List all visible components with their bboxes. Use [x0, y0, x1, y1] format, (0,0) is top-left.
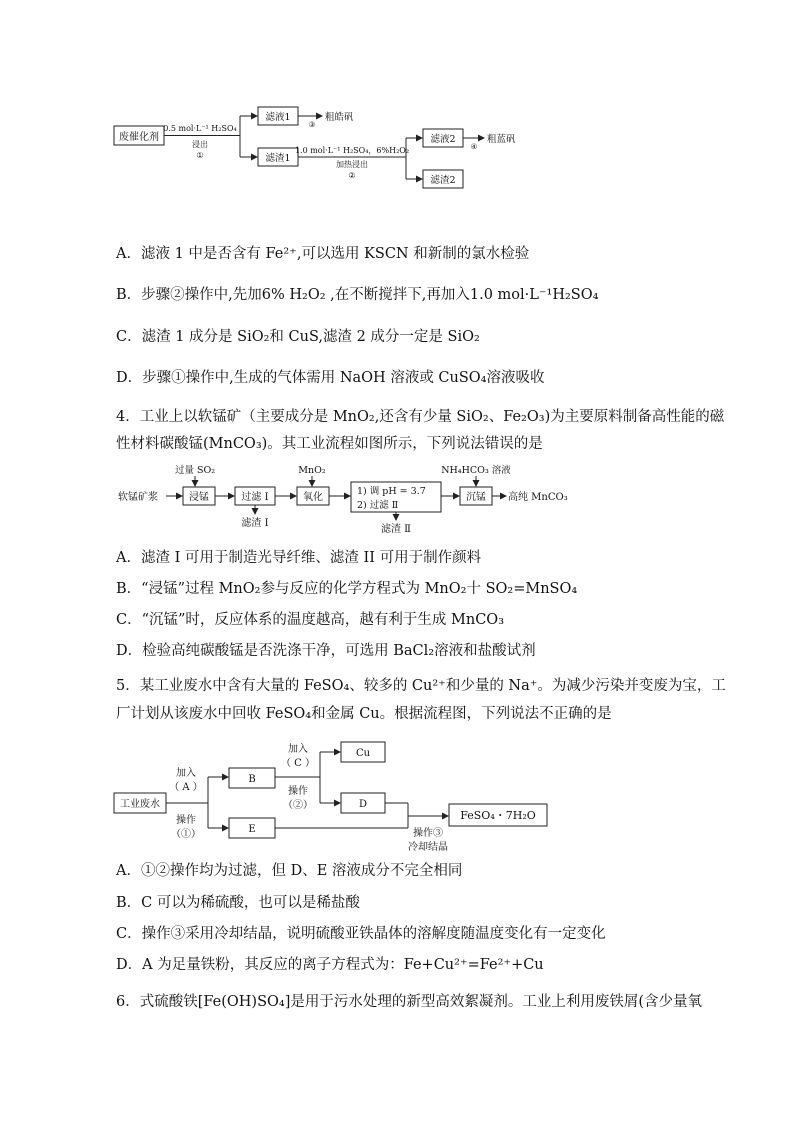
label-step1-action: 浸出 — [192, 140, 208, 149]
q5-option-c: C．操作③采用冷却结晶，说明硫酸亚铁晶体的溶解度随温度变化有一定变化 — [116, 926, 606, 942]
label-residue1: 滤渣1 — [265, 153, 291, 164]
q3-option-d: D．步骤①操作中,生成的气体需用 NaOH 溶液或 CuSO₄溶液吸收 — [116, 370, 545, 386]
label-leach: 浸锰 — [189, 492, 209, 503]
q4-stem-line2: 性材料碳酸锰(MnCO₃)。其工业流程如图所示，下列说法错误的是 — [116, 436, 543, 452]
label-step4-num: ④ — [470, 142, 478, 151]
label-step3-num: ③ — [308, 120, 316, 129]
label-step1-reagent: 0.5 mol·L⁻¹ H₂SO₄ — [163, 124, 237, 133]
label-mno2: MnO₂ — [298, 465, 326, 476]
label-op1-2: （①） — [171, 829, 201, 840]
label-filtrate1: 滤液1 — [265, 112, 291, 123]
q4-option-b: B．“浸锰”过程 MnO₂参与反应的化学方程式为 MnO₂十 SO₂=MnSO₄ — [116, 581, 578, 597]
label-step2-action: 加热浸出 — [336, 160, 368, 169]
label-filter2: 2) 过滤 Ⅱ — [357, 500, 399, 511]
label-nh4hco3: NH₄HCO₃ 溶液 — [441, 465, 511, 476]
label-op1-1: 操作 — [176, 815, 196, 826]
label-op2-1: 操作 — [288, 786, 308, 797]
label-op2-2: （②） — [283, 800, 313, 811]
label-e: E — [248, 824, 256, 835]
q3-option-c: C．滤渣 1 成分是 SiO₂和 CuS,滤渣 2 成分一定是 SiO₂ — [116, 329, 480, 345]
label-step1-num: ① — [196, 151, 204, 160]
label-oxidize: 氧化 — [303, 492, 323, 503]
q3-option-a: A．滤液 1 中是否含有 Fe²⁺,可以选用 KSCN 和新制的氯水检验 — [116, 246, 530, 262]
label-ore-slurry: 软锰矿浆 — [118, 492, 158, 503]
label-add-a-2: （ A ） — [169, 782, 203, 793]
label-step2-num: ② — [348, 171, 356, 180]
q3-option-b: B．步骤②操作中,先加6% H₂O₂ ,在不断搅拌下,再加入1.0 mol·L⁻¹H₂SO₄ — [116, 287, 599, 303]
flowchart-manganese — [110, 460, 580, 538]
label-product-mnco3: 高纯 MnCO₃ — [508, 492, 568, 503]
label-product-feso4: FeSO₄・7H₂O — [460, 809, 536, 822]
label-cu: Cu — [355, 748, 371, 759]
label-add-c-1: 加入 — [288, 744, 308, 755]
label-op3-1: 操作③ — [413, 828, 443, 839]
label-residue2: 滤渣 Ⅱ — [381, 524, 411, 535]
flowchart-wastewater — [108, 736, 558, 856]
label-step2-reagent: 1.0 mol·L⁻¹ H₂SO₄，6%H₂O₂ — [294, 146, 410, 155]
label-excess-so2: 过量 SO₂ — [174, 465, 216, 476]
label-residue2: 滤渣2 — [430, 175, 456, 186]
label-add-a-1: 加入 — [176, 768, 196, 779]
q5-option-d: D．A 为足量铁粉，其反应的离子方程式为：Fe+Cu²⁺=Fe²⁺+Cu — [116, 957, 544, 973]
q5-option-b: B．C 可以为稀硫酸，也可以是稀盐酸 — [116, 895, 360, 911]
label-d: D — [358, 799, 368, 810]
label-add-c-2: （ C ） — [280, 758, 316, 769]
q6-stem-line1: 6．式硫酸铁[Fe(OH)SO₄]是用于污水处理的新型高效絮凝剂。工业上利用废铁屑(含少量氧 — [116, 994, 703, 1010]
label-product1: 粗皓矾 — [325, 112, 354, 123]
q4-stem-line1: 4．工业上以软锰矿（主要成分是 MnO₂,还含有少量 SiO₂、Fe₂O₃)为主要原料制备高性能的磁 — [116, 409, 725, 425]
label-residue1: 滤渣 Ⅰ — [241, 518, 269, 529]
label-product2: 粗蓝矾 — [487, 134, 516, 145]
q5-stem-line1: 5．某工业废水中含有大量的 FeSO₄、较多的 Cu²⁺和少量的 Na⁺。为减少污染并变废为宝，工 — [116, 678, 726, 694]
q5-option-a: A．①②操作均为过滤，但 D、E 溶液成分不完全相同 — [116, 863, 463, 879]
q4-option-c: C．“沉锰”时，反应体系的温度越高，越有利于生成 MnCO₃ — [116, 612, 505, 628]
label-op3-2: 冷却结晶 — [408, 842, 448, 853]
label-wastewater: 工业废水 — [120, 799, 160, 810]
label-b: B — [248, 774, 256, 785]
label-filter1: 过滤 Ⅰ — [241, 492, 269, 503]
label-precip: 沉锰 — [466, 492, 486, 503]
label-filtrate2: 滤液2 — [430, 134, 456, 145]
flowchart-catalyst — [100, 96, 540, 196]
label-waste-catalyst: 废催化剂 — [119, 132, 159, 143]
q4-option-d: D．检验高纯碳酸锰是否洗涤干净，可选用 BaCl₂溶液和盐酸试剂 — [116, 643, 536, 659]
q4-option-a: A．滤渣 I 可用于制造光导纤维、滤渣 II 可用于制作颜料 — [116, 550, 482, 566]
label-adjust-ph: 1) 调 pH = 3.7 — [357, 486, 426, 497]
q5-stem-line2: 厂计划从该废水中回收 FeSO₄和金属 Cu。根据流程图，下列说法不正确的是 — [116, 706, 612, 722]
